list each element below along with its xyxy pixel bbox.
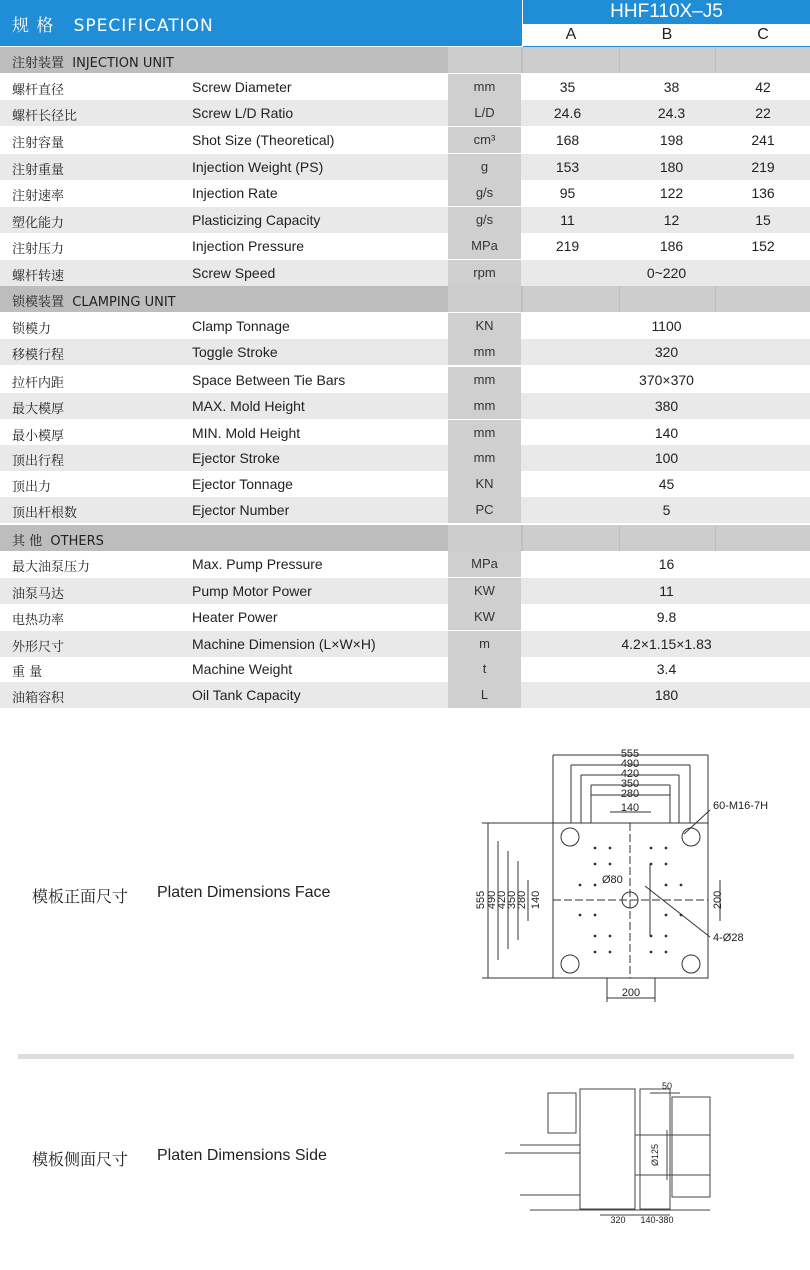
- table-row: [0, 367, 810, 393]
- param-name-en: Heater Power: [192, 609, 278, 625]
- dim-140-top: 140: [620, 802, 640, 814]
- table-row: [0, 471, 810, 497]
- table-row: [0, 578, 810, 604]
- section-cell: [523, 525, 619, 551]
- param-unit: m: [448, 631, 521, 657]
- dim-555-left: 555: [475, 890, 487, 910]
- column-headers: [523, 25, 810, 47]
- param-name-en: Screw L/D Ratio: [192, 105, 294, 121]
- param-unit: L/D: [448, 100, 521, 126]
- param-value: 100: [654, 450, 679, 466]
- side-label-en: Platen Dimensions Side: [157, 1147, 327, 1164]
- param-name-en: Ejector Tonnage: [192, 476, 293, 492]
- param-name-zh: 顶出行程: [12, 454, 65, 469]
- param-value-a: 153: [555, 159, 580, 175]
- param-name-zh: 顶出杆根数: [12, 506, 78, 521]
- param-name-en: Clamp Tonnage: [192, 318, 290, 334]
- param-name-zh: 最小模厚: [12, 429, 65, 444]
- param-name-zh: 螺杆转速: [12, 269, 65, 284]
- section-title-zh: 注射装置: [12, 56, 65, 71]
- section-title: [12, 530, 104, 549]
- dim-555-top: 555: [620, 748, 640, 760]
- param-name-en: Screw Speed: [192, 265, 276, 281]
- param-unit: PC: [448, 497, 521, 523]
- param-name-zh: 注射速率: [12, 189, 65, 204]
- dim-holes: 4-Ø28: [713, 932, 744, 944]
- param-value: 370×370: [639, 372, 694, 388]
- param-name-zh: 最大油泵压力: [12, 560, 91, 575]
- section-cell: [716, 286, 810, 312]
- section-title-zh: 锁模装置: [12, 295, 65, 310]
- platen-side-drawing: [500, 1075, 730, 1225]
- param-value-c: 22: [755, 105, 771, 121]
- title-en: SPECIFICATION: [73, 16, 214, 36]
- title-zh: 规 格: [12, 16, 55, 36]
- param-value-c: 136: [751, 185, 775, 201]
- param-unit: KN: [448, 471, 521, 497]
- dim-420-left: 420: [496, 890, 508, 910]
- section-title-en: CLAMPING UNIT: [72, 295, 176, 310]
- param-name-en: Plasticizing Capacity: [192, 212, 321, 228]
- param-unit: MPa: [448, 551, 521, 577]
- param-unit: mm: [448, 367, 521, 393]
- table-row: [0, 682, 810, 708]
- table-row: [0, 604, 810, 630]
- param-value-a: 11: [560, 212, 575, 228]
- param-value: 380: [654, 398, 679, 414]
- table-row: [0, 497, 810, 523]
- table-row: [0, 180, 810, 206]
- dim-280-left: 280: [516, 890, 528, 910]
- param-value-b: 198: [659, 132, 684, 148]
- section-divider: [18, 1054, 794, 1059]
- param-name-zh: 最大模厚: [12, 402, 65, 417]
- param-value-a: 168: [555, 132, 580, 148]
- table-row: [0, 420, 810, 446]
- dim-phi125: Ø125: [650, 1143, 660, 1167]
- dim-280-top: 280: [620, 788, 640, 800]
- param-value: 180: [654, 687, 679, 703]
- section-header-injection: [0, 47, 810, 73]
- param-value-a: 24.6: [553, 105, 582, 121]
- dim-350-top: 350: [620, 778, 640, 790]
- dim-490-left: 490: [486, 890, 498, 910]
- param-name-en: Space Between Tie Bars: [192, 372, 346, 388]
- section-cell: [716, 525, 810, 551]
- param-value: 16: [658, 556, 675, 572]
- param-value: 0~220: [646, 265, 687, 281]
- param-name-en: Injection Pressure: [192, 238, 305, 254]
- dim-320: 320: [610, 1215, 626, 1225]
- param-value: 45: [658, 476, 675, 492]
- param-name-zh: 螺杆直径: [12, 83, 65, 98]
- table-row: [0, 313, 810, 339]
- section-cell: [620, 525, 715, 551]
- param-unit: L: [448, 682, 521, 708]
- param-name-zh: 注射重量: [12, 163, 65, 178]
- param-unit: t: [448, 656, 521, 682]
- param-value-b: 24.3: [657, 105, 686, 121]
- param-value: 140: [654, 425, 679, 441]
- spec-header: [0, 0, 810, 46]
- param-name-zh: 移模行程: [12, 348, 65, 363]
- dim-200-bottom: 200: [621, 987, 641, 999]
- param-value-c: 219: [751, 159, 775, 175]
- dim-350-left: 350: [506, 890, 518, 910]
- param-unit: MPa: [448, 233, 521, 259]
- param-name-en: Screw Diameter: [192, 79, 292, 95]
- param-name-en: Injection Rate: [192, 185, 278, 201]
- param-unit: cm³: [448, 127, 521, 153]
- section-cell: [523, 286, 619, 312]
- param-name-en: Oil Tank Capacity: [192, 687, 301, 703]
- param-value-c: 152: [751, 238, 775, 254]
- table-row: [0, 74, 810, 100]
- param-name-zh: 拉杆内距: [12, 376, 65, 391]
- dim-420-top: 420: [620, 768, 640, 780]
- face-label-zh: 模板正面尺寸: [32, 887, 129, 906]
- dim-200-right: 200: [712, 890, 724, 910]
- table-row: [0, 260, 810, 286]
- section-header-others: [0, 525, 810, 551]
- face-label-en: Platen Dimensions Face: [157, 884, 331, 901]
- table-row: [0, 100, 810, 126]
- param-value-b: 186: [659, 238, 684, 254]
- section-title: [12, 52, 174, 71]
- param-name-en: Injection Weight (PS): [192, 159, 324, 175]
- param-value: 4.2×1.15×1.83: [621, 636, 712, 652]
- param-name-zh: 油箱容积: [12, 691, 65, 706]
- column-c: C: [757, 26, 769, 43]
- param-unit: g/s: [448, 180, 521, 206]
- dim-phi80: Ø80: [602, 874, 623, 886]
- table-row: [0, 207, 810, 233]
- section-title: [12, 291, 176, 310]
- section-cell: [448, 525, 521, 551]
- param-name-zh: 顶出力: [12, 480, 52, 495]
- spec-title: [12, 11, 214, 36]
- param-unit: mm: [448, 445, 521, 471]
- table-row: [0, 339, 810, 365]
- param-unit: KN: [448, 313, 521, 339]
- param-value-b: 122: [659, 185, 684, 201]
- param-name-en: Toggle Stroke: [192, 344, 278, 360]
- param-unit: KW: [448, 604, 521, 630]
- param-unit: rpm: [448, 260, 521, 286]
- table-row: [0, 154, 810, 180]
- param-unit: KW: [448, 578, 521, 604]
- section-cell: [448, 47, 521, 73]
- dim-thread: 60-M16-7H: [713, 800, 769, 812]
- param-name-en: Max. Pump Pressure: [192, 556, 323, 572]
- section-cell: [620, 286, 715, 312]
- param-unit: g: [448, 154, 521, 180]
- column-a: A: [565, 26, 577, 43]
- param-name-zh: 螺杆长径比: [12, 109, 78, 124]
- param-value-c: 15: [755, 212, 771, 228]
- param-value: 9.8: [656, 609, 677, 625]
- param-value: 1100: [651, 318, 682, 334]
- table-row: [0, 233, 810, 259]
- param-name-zh: 塑化能力: [12, 216, 65, 231]
- param-unit: mm: [448, 339, 521, 365]
- param-name-en: MIN. Mold Height: [192, 425, 301, 441]
- section-header-clamping: [0, 286, 810, 312]
- column-b: B: [661, 26, 673, 43]
- model-name: HHF110X–J5: [523, 0, 810, 24]
- param-name-zh: 注射容量: [12, 136, 65, 151]
- param-name-zh: 重 量: [12, 665, 43, 680]
- table-row: [0, 631, 810, 657]
- param-unit: mm: [448, 393, 521, 419]
- section-title-zh: 其 他: [12, 534, 43, 549]
- dim-50: 50: [661, 1081, 673, 1091]
- param-value-c: 42: [755, 79, 771, 95]
- section-cell: [620, 47, 715, 73]
- param-name-en: MAX. Mold Height: [192, 398, 305, 414]
- param-value-a: 219: [555, 238, 580, 254]
- param-name-en: Pump Motor Power: [192, 583, 312, 599]
- platen-face-drawing: [470, 740, 790, 1010]
- section-cell: [448, 286, 521, 312]
- param-unit: mm: [448, 74, 521, 100]
- section-cell: [716, 47, 810, 73]
- table-row: [0, 656, 810, 682]
- param-name-en: Ejector Stroke: [192, 450, 280, 466]
- section-cell: [523, 47, 619, 73]
- param-value: 320: [654, 344, 679, 360]
- param-unit: g/s: [448, 207, 521, 233]
- section-title-en: OTHERS: [50, 534, 104, 549]
- dim-490-top: 490: [620, 758, 640, 770]
- param-value-a: 95: [559, 185, 576, 201]
- param-value-b: 38: [663, 79, 680, 95]
- table-row: [0, 445, 810, 471]
- param-name-zh: 外形尺寸: [12, 640, 65, 655]
- table-row: [0, 127, 810, 153]
- spec-title-bar: [0, 0, 522, 46]
- param-name-en: Machine Dimension (L×W×H): [192, 636, 376, 652]
- param-value-c: 241: [751, 132, 775, 148]
- param-value: 3.4: [656, 661, 677, 677]
- param-value-a: 35: [559, 79, 576, 95]
- param-value-b: 180: [659, 159, 684, 175]
- dim-140-380: 140-380: [640, 1215, 674, 1225]
- param-name-en: Machine Weight: [192, 661, 293, 677]
- side-label-zh: 模板侧面尺寸: [32, 1150, 129, 1169]
- param-value: 11: [659, 583, 674, 599]
- param-value: 5: [662, 502, 671, 518]
- param-name-en: Shot Size (Theoretical): [192, 132, 335, 148]
- dim-140-left: 140: [530, 890, 542, 910]
- table-row: [0, 551, 810, 577]
- table-row: [0, 393, 810, 419]
- param-name-zh: 锁模力: [12, 322, 52, 337]
- param-unit: mm: [448, 420, 521, 446]
- param-value-b: 12: [663, 212, 680, 228]
- param-name-zh: 油泵马达: [12, 587, 65, 602]
- section-title-en: INJECTION UNIT: [72, 56, 174, 71]
- param-name-zh: 电热功率: [12, 613, 65, 628]
- param-name-zh: 注射压力: [12, 242, 65, 257]
- param-name-en: Ejector Number: [192, 502, 290, 518]
